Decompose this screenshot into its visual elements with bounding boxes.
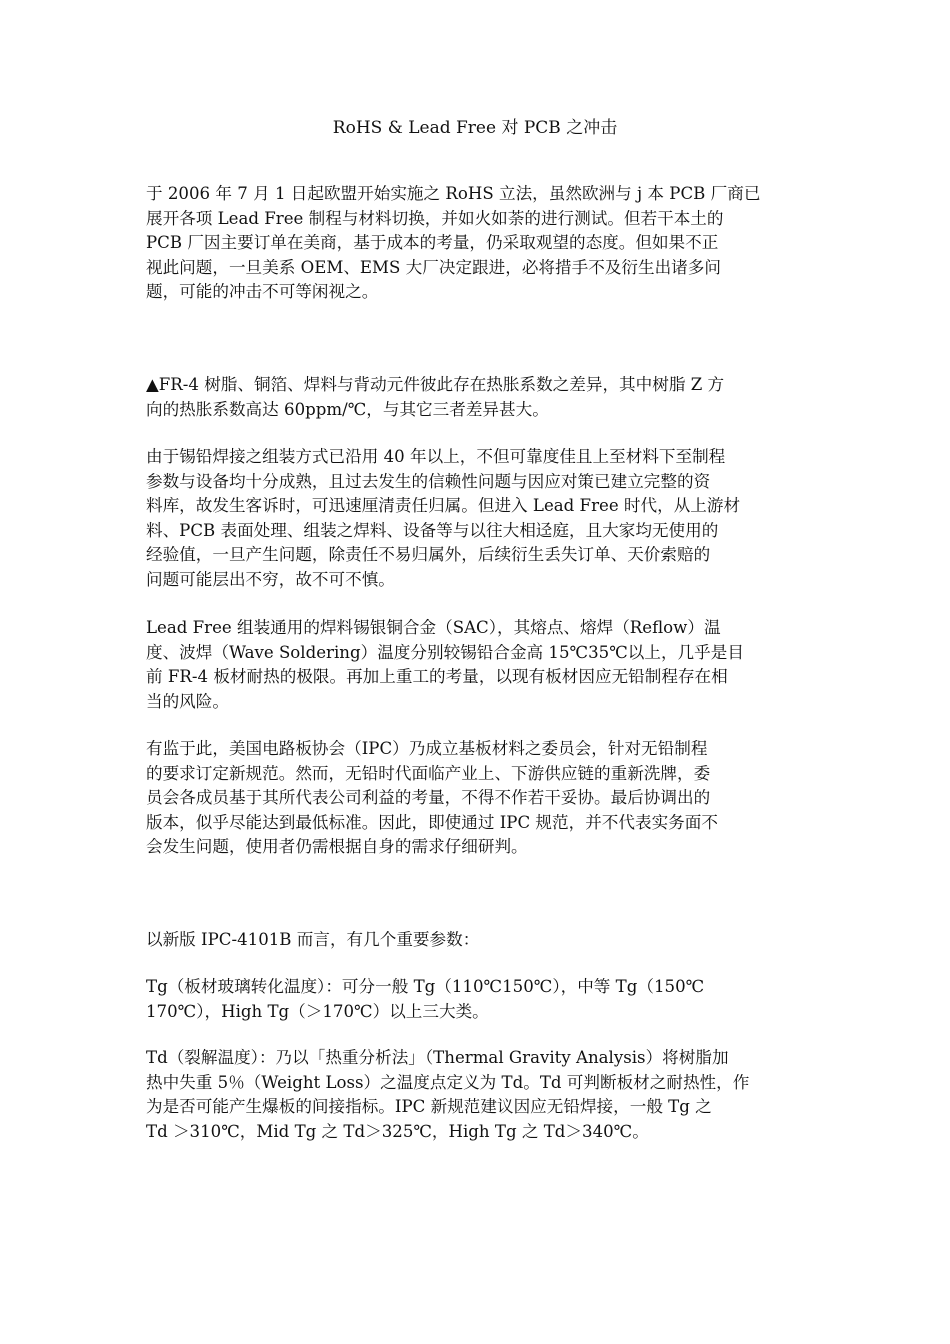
text-line: PCB 厂因主要订单在美商，基于成本的考量，仍采取观望的态度。但如果不正 <box>146 233 719 252</box>
paragraph-td-definition <box>146 1046 806 1144</box>
paragraph-thermal-expansion <box>146 373 806 422</box>
text-line: 热中失重 5％（Weight Loss）之温度点定义为 Td。Td 可判断板材之耐热性，作 <box>146 1072 750 1092</box>
paragraph-ipc-committee <box>146 737 806 860</box>
text-line: 员会各成员基于其所代表公司利益的考量，不得不作若干妥协。最后协调出的 <box>146 788 711 807</box>
text-line: 前 FR-4 板材耐热的极限。再加上重工的考量，以现有板材因应无铅制程存在相 <box>146 667 728 686</box>
paragraph-rohs-intro <box>146 182 806 305</box>
text-line: 展开各项 Lead Free 制程与材料切换，并如火如荼的进行测试。但若干本土的 <box>146 208 724 228</box>
text-line: Td ＞310℃，Mid Tg 之 Td＞325℃，High Tg 之 Td＞340℃。 <box>146 1121 649 1141</box>
paragraph-sac-solder <box>146 616 806 714</box>
text-line: 有监于此，美国电路板协会（IPC）乃成立基板材料之委员会，针对无铅制程 <box>146 739 708 758</box>
text-line: 由于锡铅焊接之组装方式已沿用 40 年以上，不但可靠度佳且上至材料下至制程 <box>146 447 726 466</box>
text-line: ▲FR-4 树脂、铜箔、焊料与背动元件彼此存在热胀系数之差异，其中树脂 Z 方 <box>146 375 725 394</box>
text-line: 经验值，一旦产生问题，除责任不易归属外，后续衍生丢失订单、天价索赔的 <box>146 545 711 564</box>
text-line: 向的热胀系数高达 60ppm/℃，与其它三者差异甚大。 <box>146 399 549 419</box>
text-line: 问题可能层出不穷，故不可不慎。 <box>146 569 395 589</box>
paragraph-tg-definition <box>146 975 806 1024</box>
text-line: Td（裂解温度）：乃以「热重分析法」（Thermal Gravity Analysis）将树脂加 <box>146 1048 729 1067</box>
text-line: 为是否可能产生爆板的间接指标。IPC 新规范建议因应无铅焊接，一般 Tg 之 <box>146 1097 712 1116</box>
text-line: 参数与设备均十分成熟，且过去发生的信赖性问题与因应对策已建立完整的资 <box>146 471 711 491</box>
text-line: 版本，似乎尽能达到最低标准。因此，即使通过 IPC 规范，并不代表实务面不 <box>146 812 718 832</box>
text-line: Tg（板材玻璃转化温度）：可分一般 Tg（110℃150℃），中等 Tg（150℃ <box>146 977 705 996</box>
text-line: 会发生问题，使用者仍需根据自身的需求仔细研判。 <box>146 837 528 856</box>
text-line: 料、PCB 表面处理、组装之焊料、设备等与以往大相迳庭，且大家均无使用的 <box>146 520 719 540</box>
text-line: 视此问题，一旦美系 OEM、EMS 大厂决定跟进，必将措手不及衍生出诸多问 <box>146 257 721 277</box>
paragraph-ipc-4101b-intro <box>146 928 806 953</box>
text-line: 度、波焊（Wave Soldering）温度分别较锡铅合金高 15℃35℃以上，几乎是目 <box>146 642 744 662</box>
text-line: 170℃），High Tg（＞170℃）以上三大类。 <box>146 1001 489 1021</box>
text-line: 于 2006 年 7 月 1 日起欧盟开始实施之 RoHS 立法，虽然欧洲与 j 本 PCB 厂商已 <box>146 184 761 203</box>
document-title: RoHS & Lead Free 对 PCB 之冲击 <box>332 118 618 138</box>
text-line: 料库，故发生客诉时，可迅速厘清责任归属。但进入 Lead Free 时代，从上游材 <box>146 496 741 515</box>
text-line: Lead Free 组装通用的焊料锡银铜合金（SAC），其熔点、熔焊（Reflow）温 <box>146 618 721 637</box>
text-line: 的要求订定新规范。然而，无铅时代面临产业上、下游供应链的重新洗牌，委 <box>146 763 711 783</box>
text-line: 题，可能的冲击不可等闲视之。 <box>146 282 379 301</box>
text-line: 当的风险。 <box>146 691 229 711</box>
paragraph-tin-lead-history <box>146 445 806 592</box>
text-line: 以新版 IPC-4101B 而言，有几个重要参数： <box>146 930 480 949</box>
